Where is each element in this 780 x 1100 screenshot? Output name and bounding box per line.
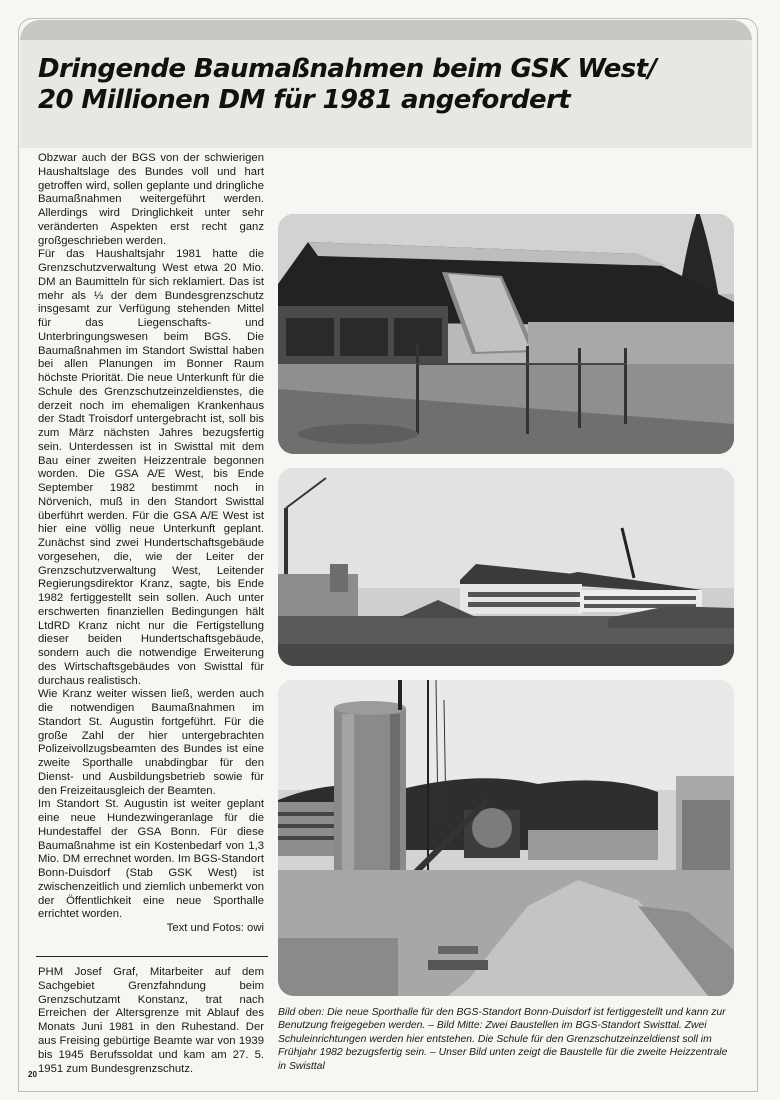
separator-rule xyxy=(36,956,268,957)
article-body xyxy=(38,152,264,936)
photo-swisttal-construction xyxy=(278,468,734,666)
photo-heating-plant-construction xyxy=(278,680,734,996)
paragraph-4: Im Standort St. Augustin ist weiter geplant eine neue Hundezwingeranlage für die Hundestaffel der GSA Bonn. Für diese Baumaßnahme ist ein Kostenbedarf von 1,3 Mio. DM errechnet worden. Im BGS-Standort Bonn-Duisdorf (Stab GSK West) ist zwischenzeitlich und ziemlich unbemerkt von der Öffentlichkeit eine neue Sporthalle errichtet worden. xyxy=(38,798,264,921)
paragraph-1: Obzwar auch der BGS von der schwierigen Haushaltslage des Bundes voll und hart getroffen wird, sollen geplante und dringliche Baumaßnahmen weitergeführt werden. Allerdings wird Dringlichkeit unter sehr veränderten Aspekten erst recht ganz großgeschrieben werden. xyxy=(38,152,264,247)
retirement-note: PHM Josef Graf, Mitarbeiter auf dem Sachgebiet Grenzfahndung beim Grenzschutzamt Konstanz, trat nach Erreichen der Altersgrenze mit Ablauf des Monats Juni 1981 in den Ruhestand. Der aus Freising gebürtige Beamte war von 1939 bis 1945 Berufssoldat und kam am 27. 5. 1951 zum Bundesgrenzschutz. xyxy=(38,966,264,1075)
photo-caption: Bild oben: Die neue Sporthalle für den BGS-Standort Bonn-Duisdorf ist fertiggestellt und kann zur Benutzung freigegeben werden. – Bild Mitte: Zwei Baustellen im BGS-Standort Swisttal. Zwei Schuleinrichtungen werden hier entstehen. Die Schule für den Grenzschutzeinzeldienst soll im Frühjahr 1982 bezugsfertig sein. – Unser Bild unten zeigt die Baustelle für die zweite Heizzentrale in Swisttal xyxy=(278,1007,728,1072)
paragraph-2: Für das Haushaltsjahr 1981 hatte die Grenzschutzverwaltung West etwa 20 Mio. DM an Baumitteln für sich reklamiert. Das ist mehr als ⅓ der dem Bundesgrenzschutz insgesamt zur Verfügung stehenden Mittel für das Liegenschafts- und Unterbringungswesen beim BGS. Die Baumaßnahmen im Standort Swisttal haben bei allen Planungen im Bonner Raum höchste Priorität. Die neue Unterkunft für die Schule des Grenzschutzeinzeldienstes, die derzeit noch im ehemaligen Krankenhaus der Stadt Troisdorf untergebracht ist, soll bis zum März nächsten Jahres bezugsfertig sein. Unterdessen ist in Swisttal mit dem Bau einer zweiten Heizzentrale begonnen worden. Die GSA A/E West, bis Ende September 1982 bestimmt noch in Nörvenich, muß in den Standort Swisttal überführt werden. Für die GSA A/E West ist hier eine völlig neue Unterkunft geplant. Zunächst sind zwei Hundertschaftsgebäude vorgesehen, die, wie der Leiter der Grenzschutzverwaltung West, Leitender Regierungsdirektor Kranz, sagte, bis Ende 1982 fertiggestellt sein sollen. Auch unter erschwerten finanziellen Bedingungen hält LtdRD Kranz nicht nur die Fertigstellung dieser beiden Hundertschaftsgebäude, sondern auch die notwendige Erweiterung des Wirtschaftsgebäudes von Swisttal für durchaus realistisch. xyxy=(38,248,264,687)
paragraph-3: Wie Kranz weiter wissen ließ, werden auch die notwendigen Baumaßnahmen im Standort St. Augustin fortgeführt. Für die große Zahl der hier untergebrachten Polizeivollzugsbeamten des Bundes ist eine zweite Sporthalle unabdingbar für den Dienst- und Ausbildungsbetrieb sowie für den Freizeitausgleich der Beamten. xyxy=(38,688,264,797)
page-number: 20 xyxy=(28,1070,37,1079)
headline-line-1: Dringende Baumaßnahmen beim GSK West/ xyxy=(38,54,657,84)
show-through-text xyxy=(744,140,756,180)
headline-line-2: 20 Millionen DM für 1981 angefordert xyxy=(38,85,571,115)
headline xyxy=(38,54,738,116)
photo-sports-hall xyxy=(278,214,734,454)
author-credit: Text und Fotos: owi xyxy=(166,922,264,934)
header-top-shade xyxy=(20,20,752,40)
